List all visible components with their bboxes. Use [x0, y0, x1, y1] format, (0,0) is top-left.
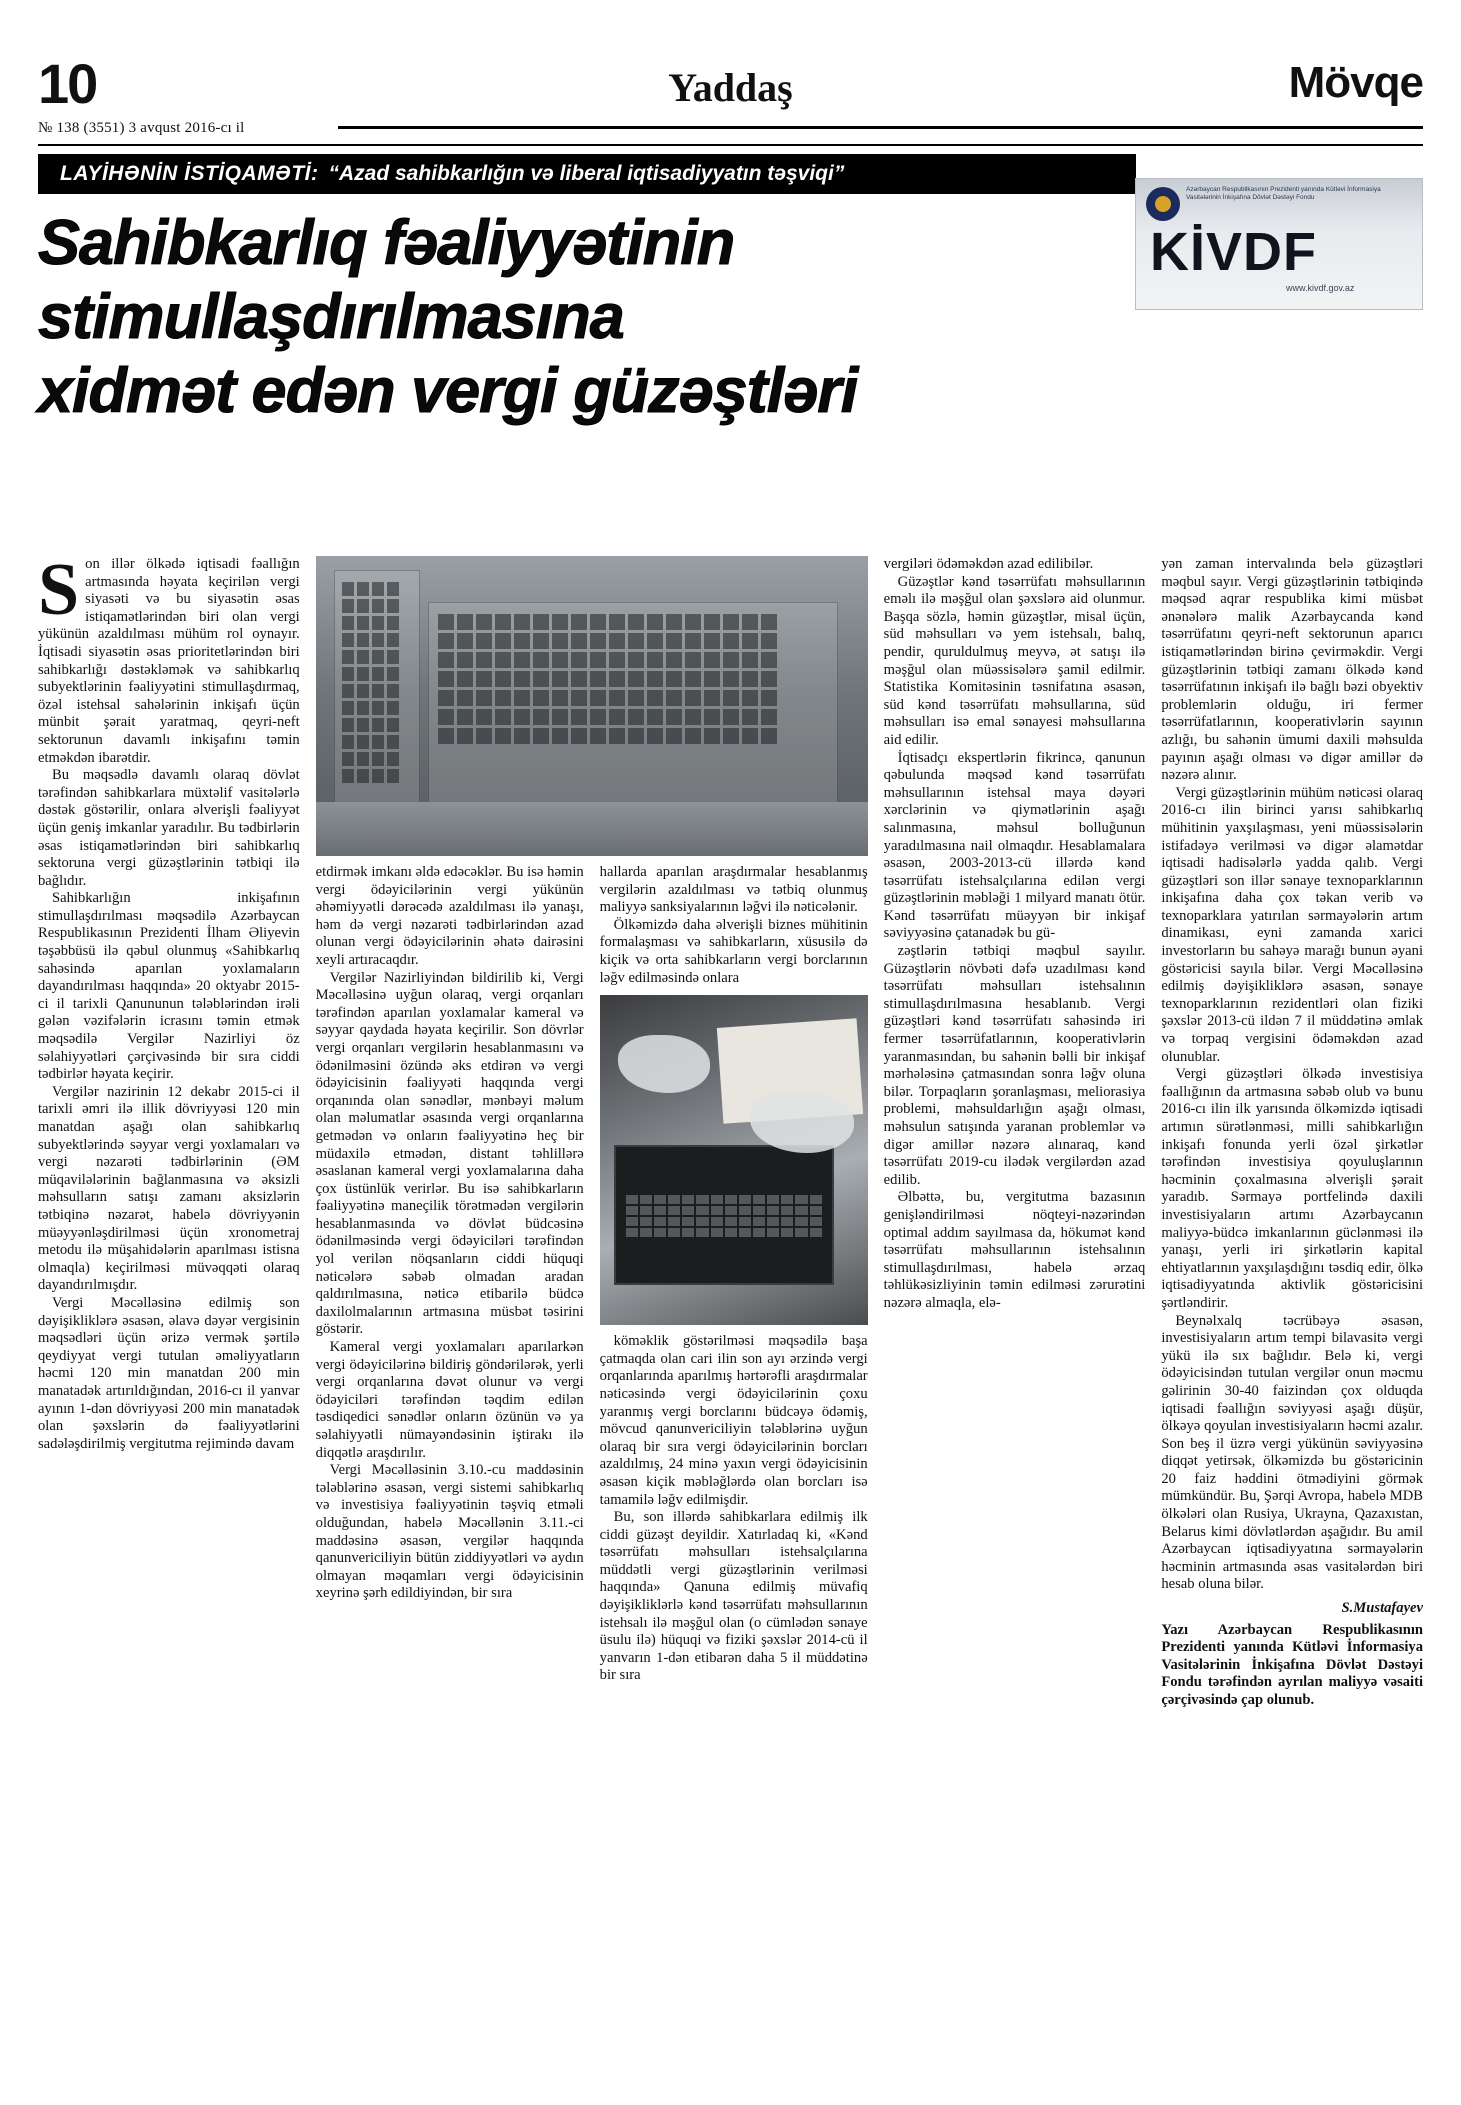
paragraph: hallarda aparılan araşdırmalar hesablanmış vergilərin azaldılması və tətbiq olunmuş maliyyə sanksiyalarının ləğvi ilə nəticələnir. [599, 864, 868, 916]
article-column-5 [1161, 556, 1423, 2091]
article-column-3 [600, 864, 868, 1685]
paragraph: Bu məqsədlə davamlı olaraq dövlət tərəfindən sahibkarlara müxtəlif vasitələrlə dəstək göstərilir, onlara əlverişli fəaliyyət üçün geniş imkanlar yaradılır. Bu tədbirlərin əsas istiqamətlərindən biri sahibkarlıq sektoruna vergi güzəştlərinin tətbiqi ilə bağlıdır. [38, 767, 300, 889]
article-column-4 [884, 556, 1146, 2091]
headline-line-2: xidmət edən vergi güzəştləri [38, 356, 858, 426]
headline-line-1: Sahibkarlıq fəaliyyətinin stimullaşdırılmasına [38, 208, 735, 352]
paragraph: köməklik göstərilməsi məqsədilə başa çatmaqda olan cari ilin son ayı ərzində vergi orqanlarında aparılmış hərtərəfli araşdırmalar nəticəsində vergi ödəyicilərinin çoxu yaranmış vergi borclarını büdcəyə ödəmiş, mövcud qanunvericiliyin tələblərinə uyğun olaraq bir sıra vergi ödəyicilərinin borcları azaldılmış, 24 minə yaxın vergi ödəyicisinin əsasən kiçik məbləğlərdə olan borcları isə tamamilə ləğv edilmişdir. [599, 1333, 868, 1508]
masthead-rule-2 [38, 144, 1423, 146]
article-headline [38, 206, 1108, 428]
paragraph: zəştlərin tətbiqi məqbul sayılır. Güzəştlərin növbəti dəfə uzadılması kənd təsərrüfatı məhsulları istehsalının stimullaşdırılmasına hesablanıb. Vergi güzəştləri kənd təsərrüfatı sahəsində iri fermer təsərrüfatlarının, kooperativlərin yaranmasından, bu sahənin bəlli bir inkişaf mərhələsinə çatmasından sonra ləğv oluna bilər. Torpaqların şoranlaşması, meliorasiya problemi, məhsuldarlığın aşağı olması, məhsulun satışında yaranan problemlər və digər amillər nəzərə alınaraq, kənd təsərrüfatı 2019-cu ilədək vergilərdən azad edilib. [883, 943, 1146, 1188]
kivdf-logo-url: www.kivdf.gov.az [1286, 283, 1355, 293]
paragraph: Kameral vergi yoxlamaları aparılarkən vergi ödəyicilərinə bildiriş göndərilərək, yerli vergi orqanlarına dəvət olunur və vergi ödəyiciləri tərəfindən təqdim edilən təsdiqedici sənədlər onların özünün və ya səlahiyyətli nümayəndəsinin iştirakı ilə diqqətlə araşdırılır. [315, 1339, 584, 1461]
project-banner-label: LAYİHƏNİN İSTİQAMƏTİ: [60, 162, 319, 185]
tax-office-building-photo [316, 556, 868, 856]
masthead [38, 34, 1423, 136]
paragraph: Vergi güzəştləri ölkədə investisiya fəallığının da artmasına səbəb olub və bunu 2016-cı ilin ilk yarısında ölkəmizdə iqtisadi artımın sürətlənməsi, milli sahibkarlığın inkişafı fonunda yerli özəl şirkətlər tərəfindən investisiya qoyuluşlarının həcminin çoxalmasına əlverişli şərait yaradıb. Sərmayə portfelində daxili investisiyaların artımı Azərbaycanın maliyyə-büdcə imkanlarının güclənməsi ilə yanaşı, yerli iri şirkətlərin kapital ehtiyatlarının yaxşılaşdığını təsdiq edir, ölkə iqtisadiyyatında aktivlik göstəricisini şərtləndirir. [1161, 1066, 1424, 1311]
masthead-rule [338, 126, 1423, 129]
paragraph: vergiləri ödəməkdən azad edilibilər. [883, 556, 1094, 572]
paragraph: Sahibkarlığın inkişafının stimullaşdırılması məqsədilə Azərbaycan Respublikasının Prezidenti İlham Əliyevin təşəbbüsü ilə qəbul olunmuş «Sahibkarlıq sahəsində aparılan yoxlamaların dayandırılması haqqında» 20 oktyabr 2015-ci il tarixli Qanununun tələblərindən irəli gələn vəzifələrin icrasını təmin etmək məqsədilə Vergilər Nazirliyi öz səlahiyyətləri çərçivəsində bir sıra ciddi tədbirlər həyata keçirir. [38, 890, 300, 1083]
emblem-icon [1146, 187, 1180, 221]
issue-line: № 138 (3551) 3 avqust 2016-cı il [38, 120, 245, 136]
paragraph: Ölkəmizdə daha əlverişli biznes mühitinin formalaşması və sahibkarların, xüsusilə də kiçik və orta sahibkarların vergi borclarının ləğv edilməsində onlara [599, 916, 868, 986]
paragraph: Vergi Məcəlləsinə edilmiş son dəyişikliklərə əsasən, əlavə dəyər vergisinin məqsədləri üçün ərizə vermək şərtilə qeydiyyat vergi tutulan əməliyyatların həcmi 120 min manatdan 200 min manatadək artırıldığından, 2016-cı il yanvar ayının 1-dən dövriyyəsi 200 min manatadək olan şəxslərin də fəaliyyətlərini sadələşdirilmiş vergitutma rejimində davam [38, 1294, 300, 1452]
paragraph: Beynəlxalq təcrübəyə əsasən, investisiyaların artım tempi bilavasitə vergi yükü ilə sıx bağlıdır. Belə ki, vergi ödəyicisindən tutulan vergilər onun məcmu gəlirinin 30-40 faizindən çox olduqda iqtisadi fəallığın səviyyəsi aşağı düşür, ölkəyə qoyulan investisiyaların həcmi azalır. Son beş il üzrə vergi yükünün səviyyəsinə diqqət yetirsək, ölkəmizdə bu göstəricinin 20 faiz həddini ötmədiyini görmək mümkündür. Bu, Şərqi Avropa, habelə MDB ölkələri olan Rusiya, Ukrayna, Qazaxıstan, Belarus kimi dövlətlərdən aşağıdır. Bu amil Azərbaycan iqtisadiyyatına sərmayələrin həcminin artmasında əsas vasitələrdən biri hesab oluna bilər. [1161, 1312, 1424, 1593]
paragraph: İqtisadçı ekspertlərin fikrincə, qanunun qəbulunda məqsəd kənd təsərrüfatı məhsullarının istehsal maya dəyəri xərclərinin və qiymətlərinin aşağı salınmasına, məhsul bolluğunun yaradılmasına nail olmaqdır. Hesablamalara əsasən, 2003-2013-cü illərdə kənd təsərrüfatı istehsalçılarına edilən vergi güzəştlərinin məbləği 1 milyard manatı ötür. Kənd təsərrüfatı müəyyən bir inkişaf səviyyəsinə çatanadək bu gü- [883, 749, 1146, 942]
page-number: 10 [38, 52, 97, 115]
paragraph: Əlbəttə, bu, vergitutma bazasının genişləndirilməsi nöqteyi-nəzərindən optimal addım sayılmasa da, hökumət kənd təsərrüfatı məhsullarının istehsalının stimullaşdırılması, habelə ərzaq təhlükəsizliyinin təmin edilməsi zərurətini nəzərə almaqla, elə- [883, 1189, 1146, 1311]
drop-cap: S [38, 549, 80, 631]
section-title: Yaddaş [668, 65, 793, 110]
paragraph: Vergilər nazirinin 12 dekabr 2015-ci il tarixli əmri ilə illik dövriyyəsi 120 min manatdan aşağı olan sahibkarlıq subyektlərində səyyar vergi yoxlamaları və vergi nəzarəti tədbirlərinin (ƏM müqavilələrinin bağlanmasına və əksizli məhsulların satışı zamanı aksizlərin tətbiqinə nəzarət, habelə dövriyyənin müəyyənləşdirilməsi üçün xronometraj metodu ilə müşahidələrin aparılması istisna olmaqla) keçirilməsi müvəqqəti olaraq dayandırılmışdır. [38, 1083, 300, 1294]
article-columns-2-3 [316, 556, 868, 2091]
paragraph: Güzəştlər kənd təsərrüfatı məhsullarının eməlı ilə məşğul olan şəxslərə aid olunmur. Başqa sözlə, həmin güzəştlər, misal üçün, süd məhsulları və yem istehsalı, balıq, pendir, quruldulmuş meyvə, ət satışı ilə məşğul olan müəssisələrə şamil edilmir. Statistika Komitəsinin təsnifatına əsasən, süd kənd təsərrüfatı məhsullarına, süd məhsulları isə emal sənayesi məhsullarına aid edilir. [883, 573, 1146, 748]
paragraph: Bu, son illərdə sahibkarlara edilmiş ilk ciddi güzəşt deyildir. Xatırladaq ki, «Kənd təsərrüfatı məhsulları istehsalçılarına müddətli vergi güzəştlərinin verilməsi haqqında» Qanuna edilmiş müvafiq dəyişikliklərlə kənd təsərrüfatı məhsullarının istehsalı ilə məşğul olan (o cümlədən sənaye üsulu ilə) hüquqi və fiziki şəxslər 2014-cü il yanvarın 1-dən etibarən daha 5 il müddətinə bir sıra [599, 1509, 868, 1684]
paragraph: Vergilər Nazirliyindən bildirilib ki, Vergi Məcəlləsinə uyğun olaraq, vergi orqanları tərəfindən aparılan yoxlamalar kameral və səyyar qaydada həyata keçirilir. Son dövrlər vergi orqanları vergilərin hesablanmasını və ödənilməsini özündə əks etdirən və vergi ödəyicisinin fəaliyyəti haqqında vergi orqanında olan sənədlər, mənbəyi məlum olan məlumatlar əsasında vergi orqanlarına getmədən və onların fəaliyyətinə heç bir müdaxilə etmədən, distant təhlillərə əsaslanan kameral vergi yoxlamalarına daha çox üstünlük verirlər. Bu isə sahibkarların fəaliyyətinə maneçilik törətmədən vergilərin hesablanmasında və dövlət büdcəsinə ödənilməsində vergi ödəyiciləri tərəfindən yol verilən nöqsanların ciddi hüquqi nəticələrə səbəb olmadan aradan qaldırılmasına, nəticə etibarilə büdcə daxilolmalarının artmasına müsbət təsirini göstərir. [315, 969, 584, 1338]
funding-credit: Yazı Azərbaycan Respublikasının Prezidenti yanında Kütləvi İnformasiya Vasitələrinin İnkişafına Dövlət Dəstəyi Fondu tərəfindən ayrılan maliyyə vəsaiti çərçivəsində çap olunub. [1161, 1621, 1424, 1708]
paragraph: etdirmək imkanı əldə edəcəklər. Bu isə həmin vergi ödəyicilərinin vergi yükünün əhəmiyyətli dərəcədə azaldılması ilə yanaşı, həm də vergi nəzarəti tədbirlərindən azad olunan vergi ödəyicilərinin əhatə dairəsini xeyli artıracaqdır. [315, 864, 584, 968]
article-column-2 [316, 864, 584, 1685]
paragraph: Vergi Məcəlləsinin 3.10.-cu maddəsinin tələblərinə əsasən, vergi sistemi sahibkarlıq və investisiya fəaliyyətinin təşviq etməli olduğundan, habelə Məcəllənin 3.11.-ci maddəsinə əsasən, vergilər haqqında qanunvericiliyin bütün ziddiyyətləri və aydın olmayan məqamları vergi ödəyicisinin xeyrinə şərh edildiyindən, bir sıra [315, 1462, 584, 1602]
hands-documents-laptop-photo [600, 995, 868, 1325]
paragraph: yən zaman intervalında belə güzəştləri məqbul sayır. Vergi güzəştlərinin tətbiqində məqsəd aqrar respublika kimi müsbət ənənələrə malik Azərbaycanda kənd təsərrüfatını qeyri-neft sektorunun aparıcı istiqamətlərindən birinə çevirməkdir. Vergi güzəştlərinin tətbiqi zamanı ölkədə kənd təsərrüfatının inkişafı ilə bağlı bəzi obyektiv problemlərin olduğu, iri fermer təsərrüfatlarının, kooperativlərin sayının azlığı, bu sahənin ümumi daxili məhsulda payının aşağı olması və digər amillər də nəzərə alınır. [1161, 556, 1424, 784]
paragraph: Vergi güzəştlərinin mühüm nəticəsi olaraq 2016-cı ilin birinci yarısı sahibkarlıq mühitinin yaxşılaşması, yeni müəssisələrin istifadəyə verilməsi və digər əlamətdar iqtisadi hadisələrlə yadda qalıb. Vergi güzəştləri son illər sənaye texnoparklarının inkişafına daha çox təkan verib və texnoparklara yatırılan sərmayələrin artım dinamikası, eyni zamanda xarici investorların bu sahəyə marağı bunun əyani göstəricisi sayıla bilər. Vergi Məcəlləsinə edilmiş dəyişikliklərə əsasən, sənaye texnoparklarının rezidentləri olan fiziki şəxslər 2013-cü ildən 7 il müddətinə əmlak və torpaq vergisini ödəməkdən azad olunublar. [1161, 784, 1424, 1065]
author-signature: S.Mustafayev [1341, 1600, 1424, 1617]
paragraph-text: on illər ölkədə iqtisadi fəallığın artmasında həyata keçirilən vergi siyasəti və bu siyasətin əsas istiqamətlərindən biri olan vergi yükünün azaldılması mühüm rol oynayır. İqtisadi siyasətin əsas prioritetlərindən biri sahibkarlığı dəstəkləmək və sahibkarlıq subyektlərinin fəaliyyətini stimullaşdırmaq, özəl istehsal sahələrinin inkişafı üçün münbit şərait yaratmaq, qeyri-neft sektorunun davamlı inkişafını təmin etməkdən ibarətdir. [38, 556, 300, 766]
kivdf-logo-text: KİVDF [1150, 222, 1317, 282]
kivdf-logo [1135, 178, 1423, 310]
paragraph [38, 549, 300, 767]
project-banner-text: “Azad sahibkarlığın və liberal iqtisadiyyatın təşviqi” [328, 162, 845, 185]
article-body [38, 549, 1424, 2091]
publication-title: Mövqe [1288, 58, 1423, 107]
project-banner [38, 154, 1136, 194]
article-column-1 [38, 549, 300, 2091]
kivdf-logo-subtext: Azərbaycan Respublikasının Prezidenti yanında Kütləvi İnformasiya Vasitələrinin İnkişafına Dövlət Dəstəyi Fondu [1186, 186, 1381, 201]
